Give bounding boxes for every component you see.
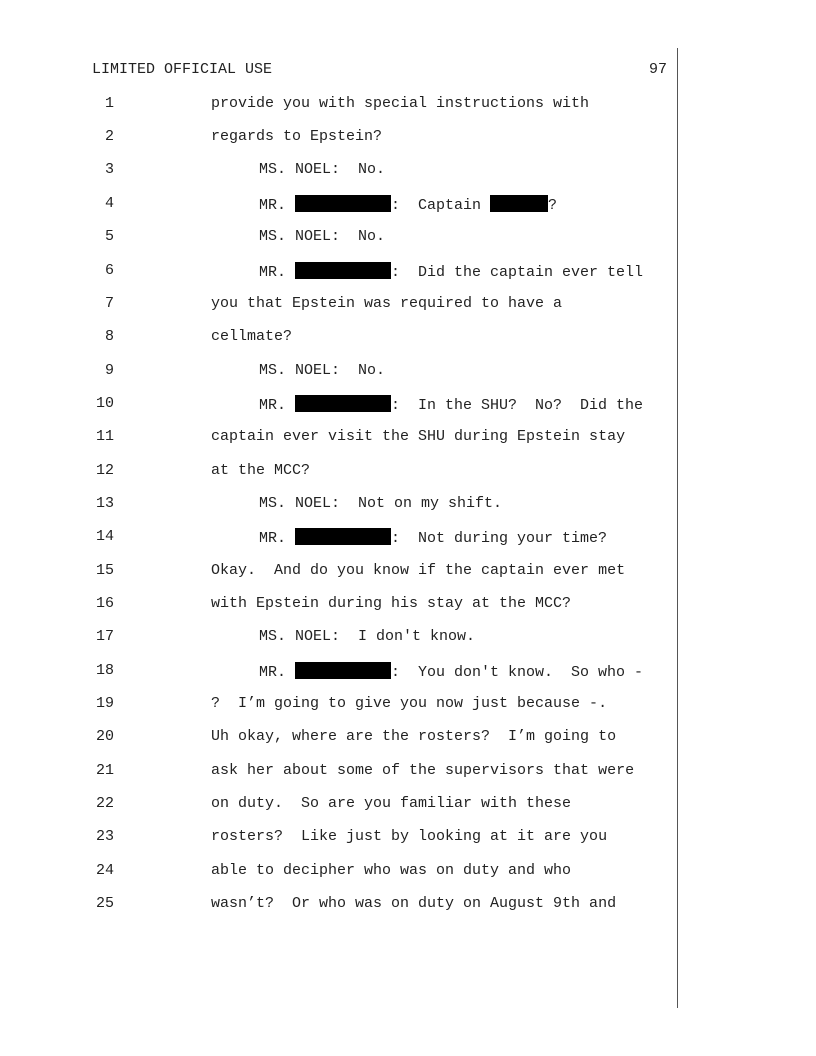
transcript-line <box>0 762 816 786</box>
redaction-box <box>295 262 391 279</box>
line-number: 20 <box>95 728 114 745</box>
line-text: MS. NOEL: No. <box>259 228 386 245</box>
line-text: Uh okay, where are the rosters? I’m going to <box>211 728 617 745</box>
line-number: 25 <box>95 895 114 912</box>
transcript-line <box>0 362 816 386</box>
line-number: 11 <box>95 428 114 445</box>
redaction-box <box>295 395 391 412</box>
transcript-line <box>0 195 816 219</box>
transcript-line <box>0 662 816 686</box>
line-text: cellmate? <box>211 328 293 345</box>
line-text: ask her about some of the supervisors that were <box>211 762 635 779</box>
transcript-line <box>0 95 816 119</box>
line-number: 15 <box>95 562 114 579</box>
line-number: 17 <box>95 628 114 645</box>
transcript-line <box>0 695 816 719</box>
transcript-line <box>0 428 816 452</box>
line-text: on duty. So are you familiar with these <box>211 795 572 812</box>
transcript-line <box>0 528 816 552</box>
line-number: 5 <box>104 228 114 245</box>
line-number: 10 <box>95 395 114 412</box>
classification-header: LIMITED OFFICIAL USE <box>92 61 273 78</box>
line-text: rosters? Like just by looking at it are you <box>211 828 608 845</box>
line-number: 24 <box>95 862 114 879</box>
line-number: 6 <box>104 262 114 279</box>
transcript-line <box>0 728 816 752</box>
transcript-line <box>0 628 816 652</box>
page-number: 97 <box>648 61 667 78</box>
line-number: 21 <box>95 762 114 779</box>
line-text: MR. : Captain ? <box>259 197 558 214</box>
redaction-box <box>295 662 391 679</box>
line-text: provide you with special instructions with <box>211 95 590 112</box>
line-text: at the MCC? <box>211 462 311 479</box>
line-number: 23 <box>95 828 114 845</box>
line-text: with Epstein during his stay at the MCC? <box>211 595 572 612</box>
line-number: 18 <box>95 662 114 679</box>
line-number: 9 <box>104 362 114 379</box>
line-text: able to decipher who was on duty and who <box>211 862 572 879</box>
transcript-line <box>0 128 816 152</box>
line-number: 2 <box>104 128 114 145</box>
line-text: wasn’t? Or who was on duty on August 9th and <box>211 895 617 912</box>
line-text: MS. NOEL: Not on my shift. <box>259 495 503 512</box>
line-text: MS. NOEL: No. <box>259 161 386 178</box>
line-text: MR. : You don't know. So who - <box>259 664 644 681</box>
line-text: captain ever visit the SHU during Epstein stay <box>211 428 626 445</box>
transcript-line <box>0 795 816 819</box>
line-text: you that Epstein was required to have a <box>211 295 563 312</box>
transcript-line <box>0 828 816 852</box>
line-text: MR. : Did the captain ever tell <box>259 264 644 281</box>
transcript-line <box>0 228 816 252</box>
line-text: MS. NOEL: I don't know. <box>259 628 476 645</box>
line-text: Okay. And do you know if the captain ever met <box>211 562 626 579</box>
line-number: 3 <box>104 161 114 178</box>
transcript-line <box>0 161 816 185</box>
line-number: 16 <box>95 595 114 612</box>
line-text: ? I’m going to give you now just because -. <box>211 695 608 712</box>
line-number: 1 <box>104 95 114 112</box>
line-text: regards to Epstein? <box>211 128 383 145</box>
transcript-line <box>0 295 816 319</box>
transcript-line <box>0 395 816 419</box>
redaction-box <box>490 195 548 212</box>
line-text: MR. : Not during your time? <box>259 530 608 547</box>
transcript-line <box>0 495 816 519</box>
line-number: 4 <box>104 195 114 212</box>
line-number: 19 <box>95 695 114 712</box>
transcript-line <box>0 862 816 886</box>
redaction-box <box>295 528 391 545</box>
redaction-box <box>295 195 391 212</box>
line-number: 7 <box>104 295 114 312</box>
transcript-line <box>0 462 816 486</box>
line-text: MS. NOEL: No. <box>259 362 386 379</box>
line-number: 12 <box>95 462 114 479</box>
transcript-line <box>0 595 816 619</box>
transcript-line <box>0 262 816 286</box>
transcript-line <box>0 895 816 919</box>
line-number: 8 <box>104 328 114 345</box>
transcript-line <box>0 562 816 586</box>
line-number: 13 <box>95 495 114 512</box>
line-number: 22 <box>95 795 114 812</box>
line-number: 14 <box>95 528 114 545</box>
transcript-line <box>0 328 816 352</box>
line-text: MR. : In the SHU? No? Did the <box>259 397 644 414</box>
